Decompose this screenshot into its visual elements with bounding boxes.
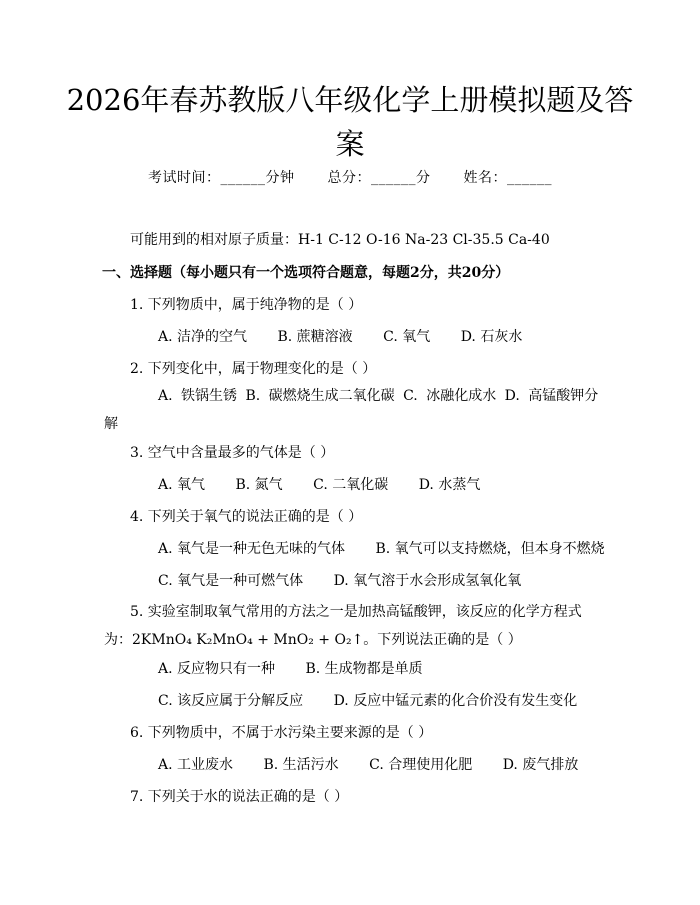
option: A. 工业废水	[158, 757, 234, 773]
option: B. 氮气	[235, 477, 283, 493]
student-name: 姓名：______	[463, 170, 552, 186]
option: B. 生成物都是单质	[305, 661, 423, 677]
option: A. 反应物只有一种	[158, 661, 276, 677]
question-options	[158, 474, 480, 494]
question-stem: 7. 下列关于水的说法正确的是（ ）	[130, 789, 349, 805]
option: B. 生活污水	[263, 757, 339, 773]
question-options	[158, 326, 522, 346]
question-stem: 2. 下列变化中，属于物理变化的是（ ）	[130, 361, 377, 377]
option: B. 蔗糖溶液	[277, 329, 353, 345]
option: A. 洁净的空气	[158, 329, 248, 345]
option: C. 氧气	[383, 329, 431, 345]
question-stem: 5. 实验室制取氧气常用的方法之一是加热高锰酸钾，该反应的化学方程式为：2KMnO₄ K₂MnO₄ + MnO₂ + O₂↑。下列说法正确的是（ ）	[104, 604, 582, 648]
option: D. 水蒸气	[418, 477, 481, 493]
option: D. 石灰水	[460, 329, 523, 345]
option: D. 反应中锰元素的化合价没有发生变化	[333, 693, 578, 709]
question-stem: 6. 下列物质中，不属于水污染主要来源的是（ ）	[130, 725, 433, 741]
exam-info	[0, 167, 700, 187]
page-title: 2026年春苏教版八年级化学上册模拟题及答案	[66, 83, 634, 161]
option: C. 氧气是一种可燃气体	[158, 573, 304, 589]
question-options	[158, 658, 423, 678]
question-stem: 1. 下列物质中，属于纯净物的是（ ）	[130, 297, 363, 313]
option: A. 氧气	[158, 477, 206, 493]
exam-score: 总分：______分	[327, 170, 431, 186]
atomic-mass-note: 可能用到的相对原子质量：H-1 C-12 O-16 Na-23 Cl-35.5 Ca-40	[130, 232, 550, 248]
exam-time: 考试时间：______分钟	[148, 170, 295, 186]
question-options	[158, 570, 521, 590]
question-stem: 4. 下列关于氧气的说法正确的是（ ）	[130, 509, 363, 525]
question-options	[158, 538, 605, 558]
option: A. 氧气是一种无色无味的气体	[158, 541, 346, 557]
question-stem: 3. 空气中含量最多的气体是（ ）	[130, 445, 335, 461]
option: C. 二氧化碳	[313, 477, 389, 493]
section-heading: 一、选择题（每小题只有一个选项符合题意，每题2分，共20分）	[102, 265, 510, 281]
question-options	[158, 754, 578, 774]
option: C. 合理使用化肥	[369, 757, 473, 773]
question-options	[158, 690, 577, 710]
option: D. 氧气溶于水会形成氢氧化氧	[333, 573, 522, 589]
option: B. 氧气可以支持燃烧，但本身不燃烧	[375, 541, 605, 557]
option: C. 该反应属于分解反应	[158, 693, 304, 709]
option: D. 废气排放	[502, 757, 579, 773]
question-options: A. 铁锅生锈 B. 碳燃烧生成二氧化碳 C. 冰融化成水 D. 高锰酸钾分解	[104, 388, 599, 432]
